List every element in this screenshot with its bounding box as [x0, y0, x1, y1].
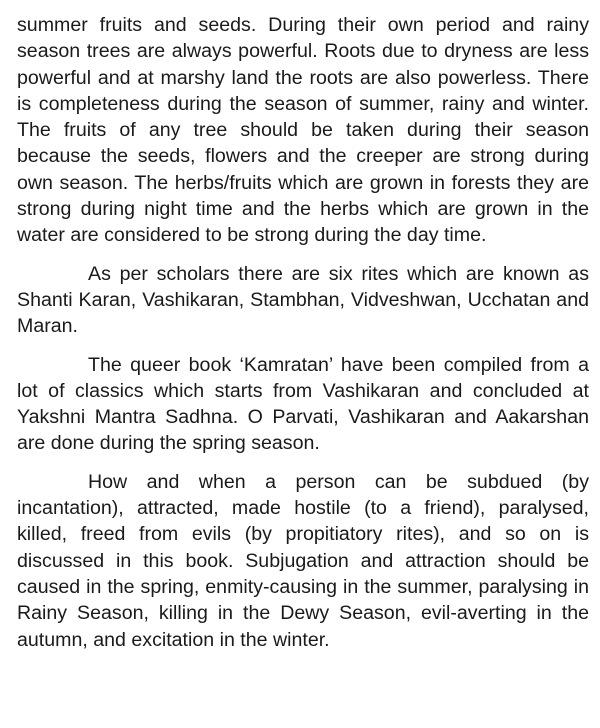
paragraph-rites-timing: How and when a person can be subdued (by incantation), attracted, made hostile (to a friend), paralysed, killed, freed from evils (by propitiatory rites), and so on is discussed in this book. Subjugation and attraction should be caused in the spring, enmity-causing in the summer, paralysing in Rainy Season, killing in the Dewy Season, evil-averting in the autumn, and excitation in the winter.: [17, 470, 589, 651]
document-page: [17, 12, 589, 653]
paragraph-herb-seasons: summer fruits and seeds. During their own period and rainy season trees are always powerful. Roots due to dryness are less powerful and at marshy land the roots are also powerless. There is completeness during the season of summer, rainy and winter. The fruits of any tree should be taken during their season because the seeds, flowers and the creeper are strong during own season. The herbs/fruits which are grown in forests they are strong during night time and the herbs which are grown in the water are considered to be strong during the day time.: [17, 14, 589, 247]
paragraph-kamratan-book: The queer book ‘Kamratan’ have been compiled from a lot of classics which starts from Vashikaran and concluded at Yakshni Mantra Sadhna. O Parvati, Vashikaran and Aakarshan are done during the spring season.: [17, 353, 589, 455]
paragraph-six-rites: As per scholars there are six rites which are known as Shanti Karan, Vashikaran, Stambhan, Vidveshwan, Ucchatan and Maran.: [17, 262, 589, 338]
